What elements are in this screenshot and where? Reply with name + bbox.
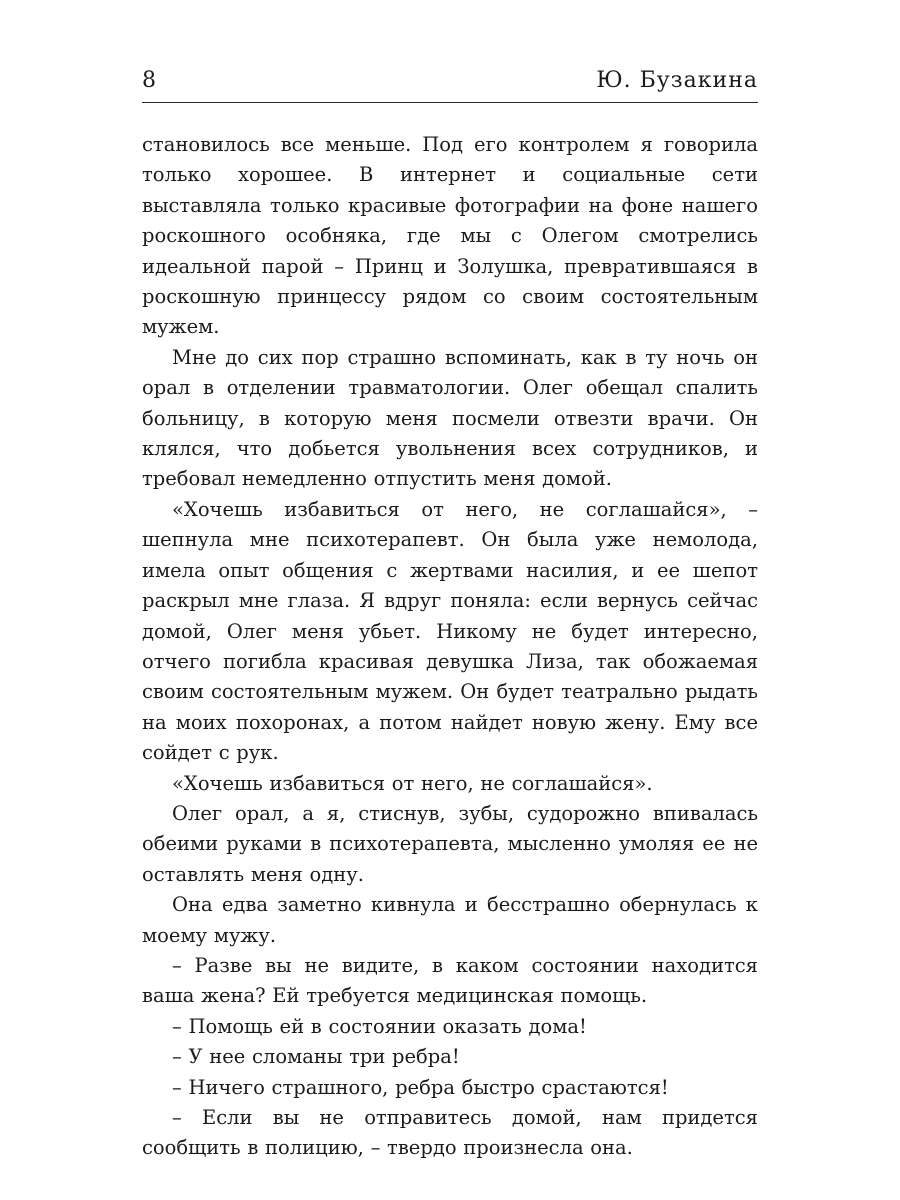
dialogue-line-1: – Разве вы не видите, в каком состоянии находится ваша жена? Ей требуется медицинская помощь.: [142, 953, 758, 1008]
paragraph-6: Она едва заметно кивнула и бесстрашно обернулась к моему мужу.: [142, 893, 758, 947]
page-header: [142, 64, 758, 103]
page-number: 8: [142, 68, 156, 93]
dialogue-line-3: – У нее сломаны три ребра!: [172, 1045, 460, 1069]
paragraph-1: становилось все меньше. Под его контролем я говорила только хорошее. В интернет и социальные сети выставляла только красивые фотографии на фоне нашего роскошного особняка, где мы с Олегом смотрелись идеальной парой – Принц и Золушка, превратившаяся в роскошную принцессу рядом со своим состоятельным мужем.: [142, 133, 758, 339]
dialogue-line-2: – Помощь ей в состоянии оказать дома!: [172, 1014, 587, 1038]
running-head-author: Ю. Бузакина: [596, 68, 758, 93]
dialogue-line-5: – Если вы не отправитесь домой, нам придется сообщить в полицию, – твердо произнесла она.: [142, 1106, 758, 1160]
paragraph-5: Олег орал, а я, стиснув, зубы, судорожно впивалась обеими руками в психотерапевта, мысленно умоляя ее не оставлять меня одну.: [142, 801, 758, 886]
paragraph-2: Мне до сих пор страшно вспоминать, как в ту ночь он орал в отделении травматологии. Олег обещал спалить больницу, в которую меня посмели отвезти врачи. Он клялся, что добьется увольнения всех сотрудников, и требовал немедленно отпустить меня домой.: [142, 345, 758, 491]
dialogue-line-4: – Ничего страшного, ребра быстро срастаются!: [172, 1075, 669, 1099]
paragraph-4: «Хочешь избавиться от него, не соглашайся».: [172, 771, 653, 795]
body-text: [142, 130, 758, 1164]
paragraph-3: «Хочешь избавиться от него, не соглашайся», – шепнула мне психотерапевт. Он была уже немолода, имела опыт общения с жертвами насилия, и ее шепот раскрыл мне глаза. Я вдруг поняла: если вернусь сейчас домой, Олег меня убьет. Никому не будет интересно, отчего погибла красивая девушка Лиза, так обожаемая своим состоятельным мужем. Он будет театрально рыдать на моих похоронах, а потом найдет новую жену. Ему все сойдет с рук.: [142, 497, 758, 765]
